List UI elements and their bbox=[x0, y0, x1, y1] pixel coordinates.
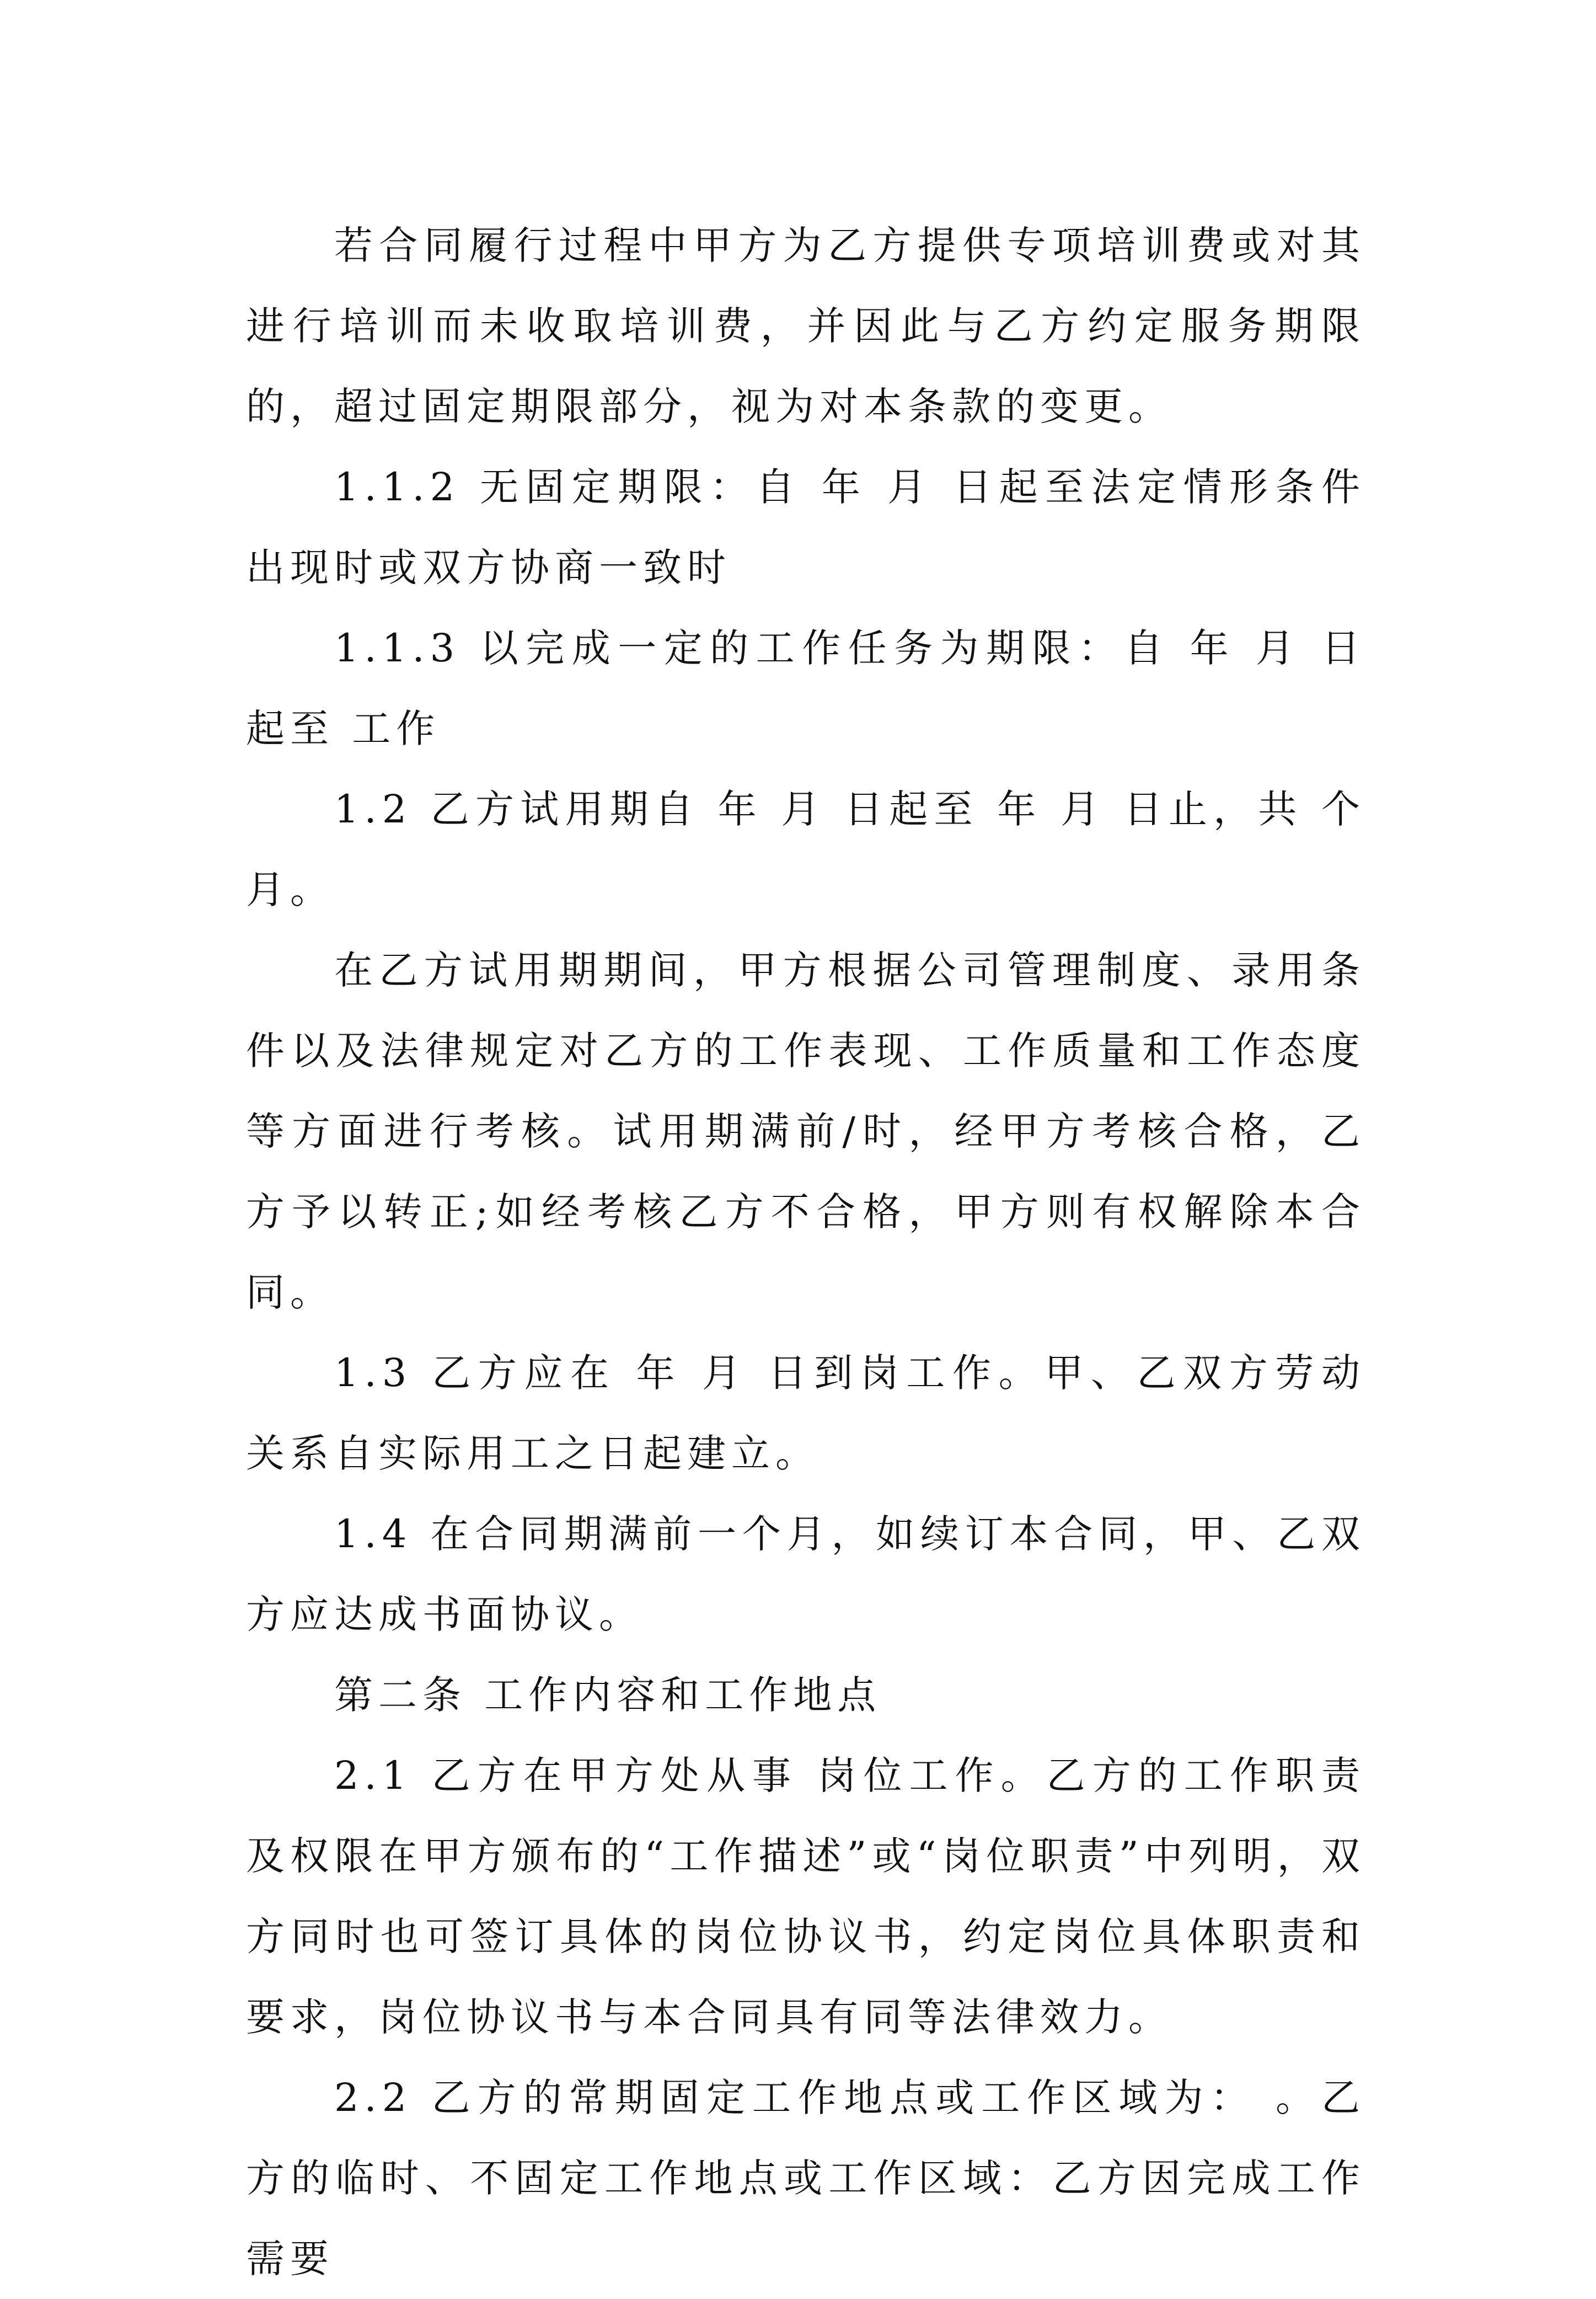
paragraph-2-1: 2.1 乙方在甲方处从事 岗位工作。乙方的工作职责及权限在甲方颁布的“工作描述”或“岗位职责”中列明，双方同时也可签订具体的岗位协议书，约定岗位具体职责和要求，岗位协议书与本合同具有同等法律效力。 bbox=[246, 1753, 1365, 2040]
paragraph-1-4: 1.4 在合同期满前一个月，如续订本合同，甲、乙双方应达成书面协议。 bbox=[246, 1511, 1365, 1637]
paragraph-training-fee: 若合同履行过程中甲方为乙方提供专项培训费或对其进行培训而未收取培训费，并因此与乙方约定服务期限的，超过固定期限部分，视为对本条款的变更。 bbox=[246, 223, 1365, 429]
paragraph-1-1-3: 1.1.3 以完成一定的工作任务为期限：自 年 月 日起至 工作 bbox=[246, 625, 1365, 751]
paragraph-2-2: 2.2 乙方的常期固定工作地点或工作区域为： 。乙方的临时、不固定工作地点或工作区域：乙方因完成工作需要 bbox=[246, 2075, 1365, 2281]
document-page bbox=[246, 205, 1365, 2299]
section-heading-article-2: 第二条 工作内容和工作地点 bbox=[334, 1672, 882, 1718]
paragraph-1-1-2: 1.1.2 无固定期限：自 年 月 日起至法定情形条件出现时或双方协商一致时 bbox=[246, 464, 1365, 590]
paragraph-1-2: 1.2 乙方试用期自 年 月 日起至 年 月 日止，共 个月。 bbox=[246, 787, 1365, 912]
paragraph-probation: 在乙方试用期期间，甲方根据公司管理制度、录用条件以及法律规定对乙方的工作表现、工作质量和工作态度等方面进行考核。试用期满前/时，经甲方考核合格，乙方予以转正;如经考核乙方不合格，甲方则有权解除本合同。 bbox=[246, 948, 1365, 1315]
paragraph-1-3: 1.3 乙方应在 年 月 日到岗工作。甲、乙双方劳动关系自实际用工之日起建立。 bbox=[246, 1350, 1365, 1476]
